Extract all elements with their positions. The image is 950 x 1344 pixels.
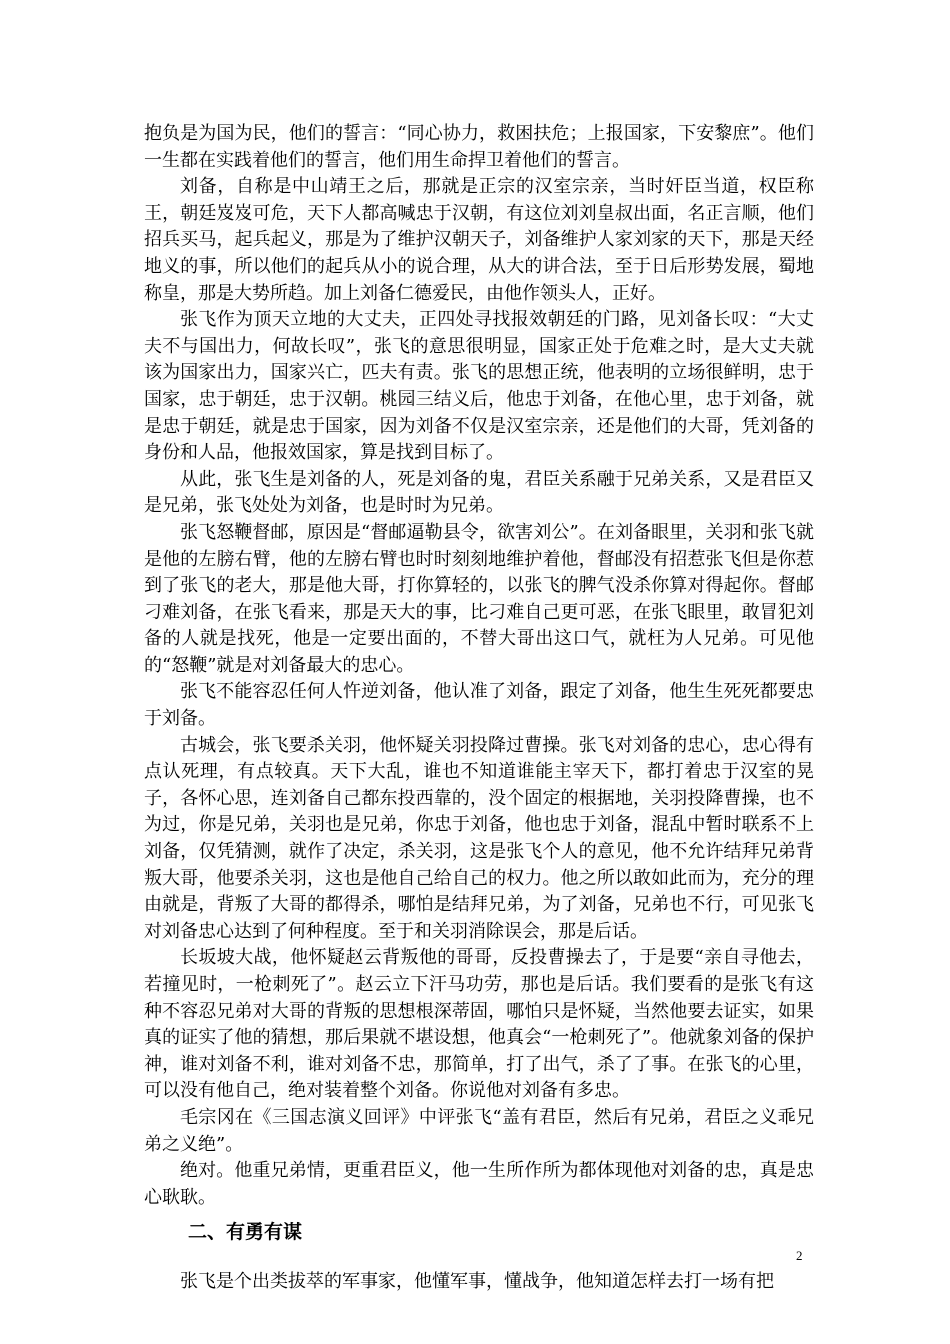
paragraph: 毛宗冈在《三国志演义回评》中评张飞“盖有君臣，然后有兄弟，君臣之义乖兄弟之义绝”。: [144, 1106, 814, 1155]
paragraph: 刘备，自称是中山靖王之后，那就是正宗的汉室宗亲，当时奸臣当道，权臣称王，朝廷岌岌可危，天下人都高喊忠于汉朝，有这位刘刘皇叔出面，名正言顺，他们招兵买马，起兵起义，那是为了维护汉朝天子，刘备维护人家刘家的天下，那是天经地义的事，所以他们的起兵从小的说合理，从大的讲合法，至于日后形势发展，蜀地称皇，那是大势所趋。加上刘备仁德爱民，由他作领头人，正好。: [144, 176, 814, 304]
paragraph: 绝对。他重兄弟情，更重君臣义，他一生所作所为都体现他对刘备的忠，真是忠心耿耿。: [144, 1160, 814, 1208]
paragraph: 长坂坡大战，他怀疑赵云背叛他的哥哥，反投曹操去了，于是要“亲自寻他去，若撞见时，一枪刺死了”。赵云立下汗马功劳，那也是后话。我们要看的是张飞有这种不容忍兄弟对大哥的背叛的思想根深蒂固，哪怕只是怀疑，当然他要去证实，如果真的证实了他的猜想，那后果就不堪设想，他真会“一枪刺死了”。他就象刘备的保护神，谁对刘备不利，谁对刘备不忠，那简单，打了出气，杀了了事。在张飞的心里，可以没有他自己，绝对装着整个刘备。你说他对刘备有多忠。: [144, 947, 814, 1102]
section-heading: 二、有勇有谋: [188, 1221, 303, 1244]
paragraph: 张飞怒鞭督邮，原因是“督邮逼勒县令，欲害刘公”。在刘备眼里，关羽和张飞就是他的左膀右臂，他的左膀右臂也时时刻刻地维护着他，督邮没有招惹张飞但是你惹到了张飞的老大，那是他大哥，打你算轻的，以张飞的脾气没杀你算对得起你。督邮刁难刘备，在张飞看来，那是天大的事，比刁难自己更可恶，在张飞眼里，敢冒犯刘备的人就是找死，他是一定要出面的，不替大哥出这口气，就枉为人兄弟。可见他的“怒鞭”就是对刘备最大的忠心。: [144, 521, 814, 676]
paragraph: 张飞不能容忍任何人忤逆刘备，他认准了刘备，跟定了刘备，他生生死死都要忠于刘备。: [144, 681, 814, 730]
body-text: [144, 121, 814, 1296]
page-number: 2: [796, 1248, 803, 1263]
paragraph: 抱负是为国为民，他们的誓言：“同心协力，救困扶危；上报国家，下安黎庶”。他们一生都在实践着他们的誓言，他们用生命捍卫着他们的誓言。: [144, 123, 814, 171]
paragraph: 古城会，张飞要杀关羽，他怀疑关羽投降过曹操。张飞对刘备的忠心，忠心得有点认死理，有点较真。天下大乱，谁也不知道谁能主宰天下，都打着忠于汉室的晃子，各怀心思，连刘备自己都东投西靠的，没个固定的根据地，关羽投降曹操，也不为过，你是兄弟，关羽也是兄弟，你忠于刘备，他也忠于刘备，混乱中暂时联系不上刘备，仅凭猜测，就作了决定，杀关羽，这是张飞个人的意见，他不允许结拜兄弟背叛大哥，他要杀关羽，这也是他自己给自己的权力。他之所以敢如此而为，充分的理由就是，背叛了大哥的都得杀，哪怕是结拜兄弟，为了刘备，兄弟也不行，可见张飞对刘备忠心达到了何种程度。至于和关羽消除误会，那是后话。: [144, 734, 814, 942]
paragraph: 从此，张飞生是刘备的人，死是刘备的鬼，君臣关系融于兄弟关系，又是君臣又是兄弟，张飞处处为刘备，也是时时为兄弟。: [144, 468, 814, 517]
paragraph: 张飞是个出类拔萃的军事家，他懂军事，懂战争，他知道怎样去打一场有把: [180, 1271, 774, 1293]
paragraph: 张飞作为顶天立地的大丈夫，正四处寻找报效朝廷的门路，见刘备长叹：“大丈夫不与国出力，何故长叹”，张飞的意思很明显，国家正处于危难之时，是大丈夫就该为国家出力，国家兴亡，匹夫有责。张飞的思想正统，他表明的立场很鲜明，忠于国家，忠于朝廷，忠于汉朝。桃园三结义后，他忠于刘备，在他心里，忠于刘备，就是忠于朝廷，就是忠于国家，因为刘备不仅是汉室宗亲，还是他们的大哥，凭刘备的身份和人品，他报效国家，算是找到目标了。: [144, 309, 814, 464]
